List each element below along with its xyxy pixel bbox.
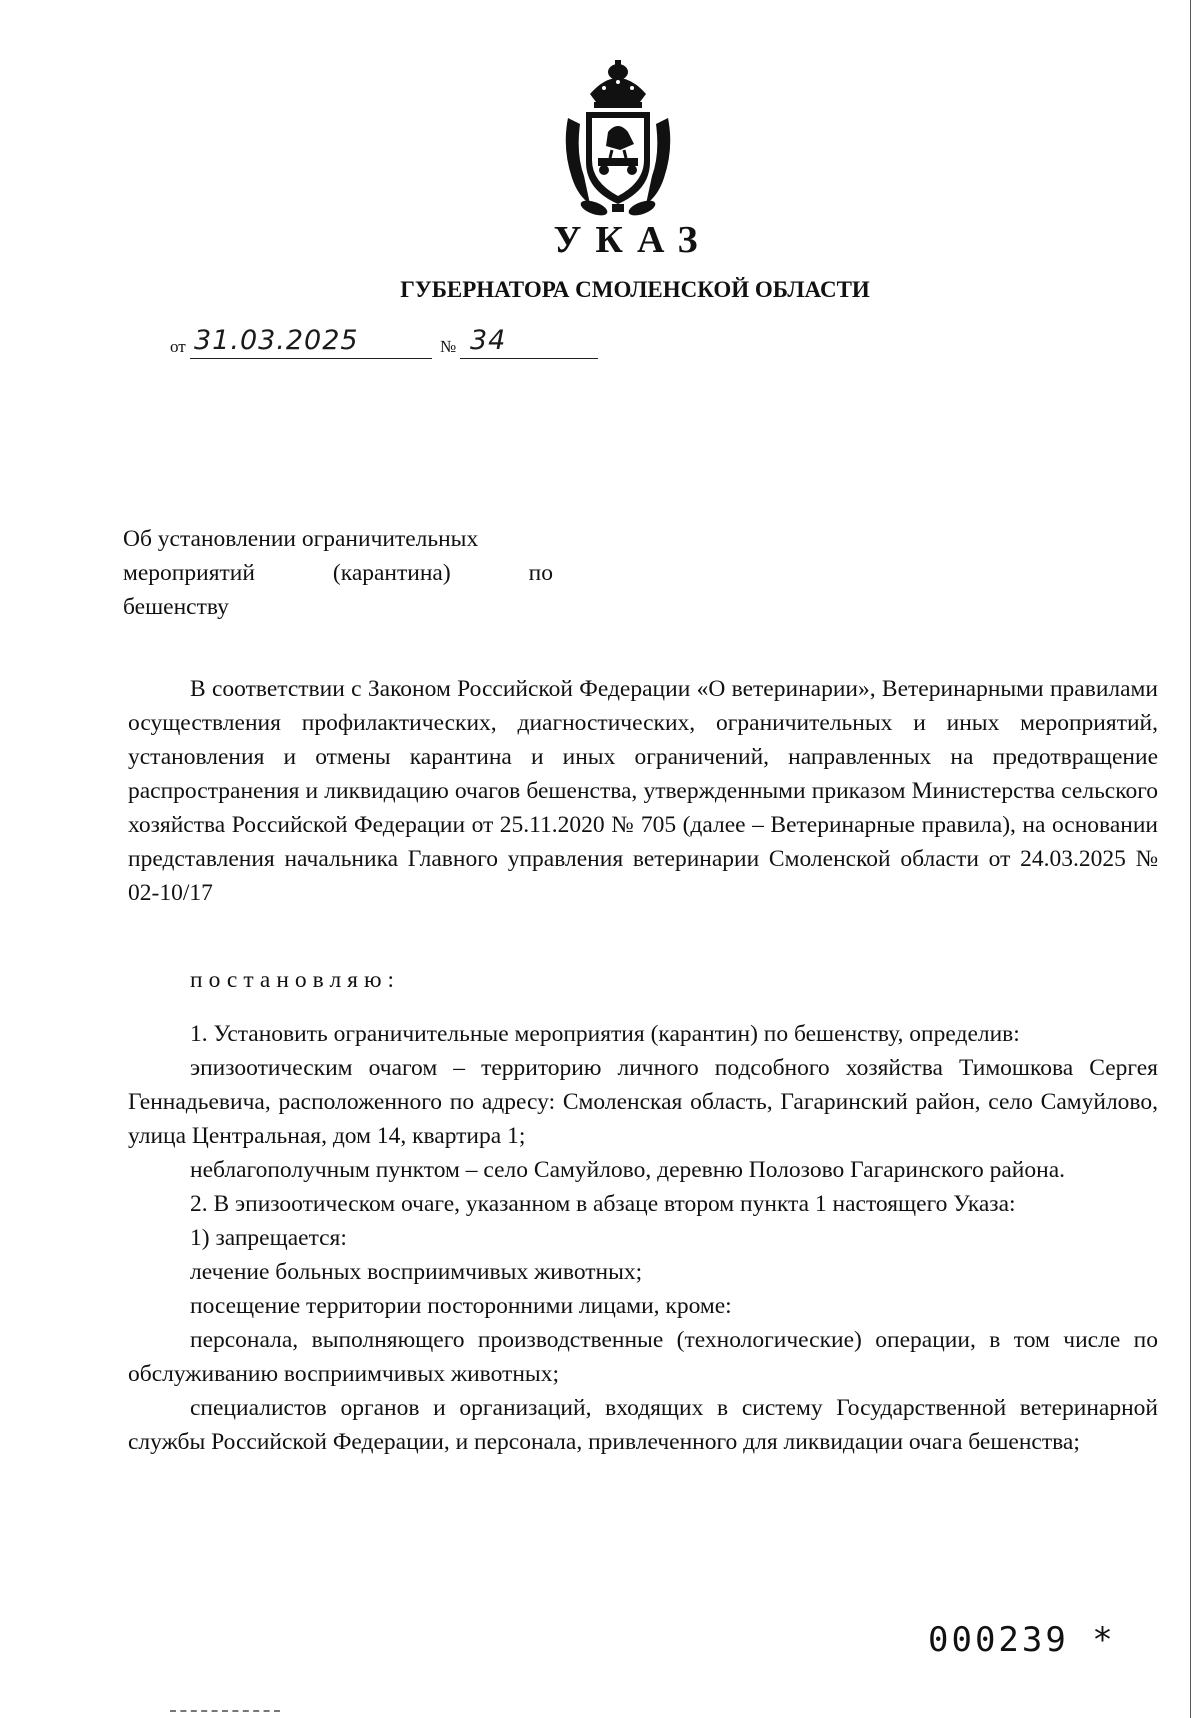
coat-of-arms-emblem [560,58,676,218]
item-2: 2. В эпизоотическом очаге, указанном в абзаце втором пункта 1 настоящего Указа: [190,1191,1016,1217]
item-2-treatment: лечение больных восприимчивых животных; [190,1259,643,1285]
item-2-staff: персонала, выполняющего производственные (технологические) операции, в том числе по обслуживанию восприимчивых животных; [128,1327,1158,1387]
item-2-subpoint: 1) запрещается: [190,1225,347,1251]
decree-word: постановляю: [190,967,401,993]
item-2-visit: посещение территории посторонними лицами, кроме: [190,1293,732,1319]
serial-number: 000239 * [928,1620,1116,1660]
decree-block [128,963,1158,997]
item-1-point: неблагополучным пунктом – село Самуйлово, деревню Полозово Гагаринского района. [190,1157,1066,1183]
handwritten-number: 34 [470,325,507,356]
subject-line: бешенству [123,594,229,620]
item-2-specialists: специалистов органов и организаций, входящих в систему Государственной ветеринарной службы Российской Федерации, и персонала, привлеченного для ликвидации очага бешенства; [128,1395,1158,1455]
document-issuer: ГУБЕРНАТОРА СМОЛЕНСКОЙ ОБЛАСТИ [400,277,870,302]
document-body [128,672,1158,910]
scan-bottom-marks [170,1710,280,1714]
date-underline [190,358,432,359]
subject-line: Об установлении ограничительных [123,526,479,552]
preamble-paragraph: В соответствии с Законом Российской Федерации «О ветеринарии», Ветеринарными правилами осуществления профилактических, диагностических, ограничительных и иных мероприятий, установления и отмены карантина и иных ограничений, направленных на предотвращение распространения и ликвидацию очагов бешенства, утвержденными приказом Министерства сельского хозяйства Российской Федерации от 25.11.2020 № 705 (далее – Ветеринарные правила), на основании представления начальника Главного управления ветеринарии Смоленской области от 24.03.2025 № 02-10/17 [128,676,1158,906]
decree-items [128,1017,1158,1459]
document-title: УКАЗ [553,219,712,261]
item-1: 1. Установить ограничительные мероприятия (карантин) по бешенству, определив: [190,1021,1020,1047]
subject-line: мероприятий (карантина) по [123,560,553,586]
number-prefix: № [440,337,457,356]
handwritten-date: 31.03.2025 [194,325,359,356]
item-1-focus: эпизоотическим очагом – территорию личного подсобного хозяйства Тимошкова Сергея Геннадьевича, расположенного по адресу: Смоленская область, Гагаринский район, село Самуйлово, улица Центральная, дом 14, квартира 1; [128,1055,1158,1149]
date-prefix: от [170,337,186,356]
document-subject [123,522,553,624]
number-underline [460,358,598,359]
